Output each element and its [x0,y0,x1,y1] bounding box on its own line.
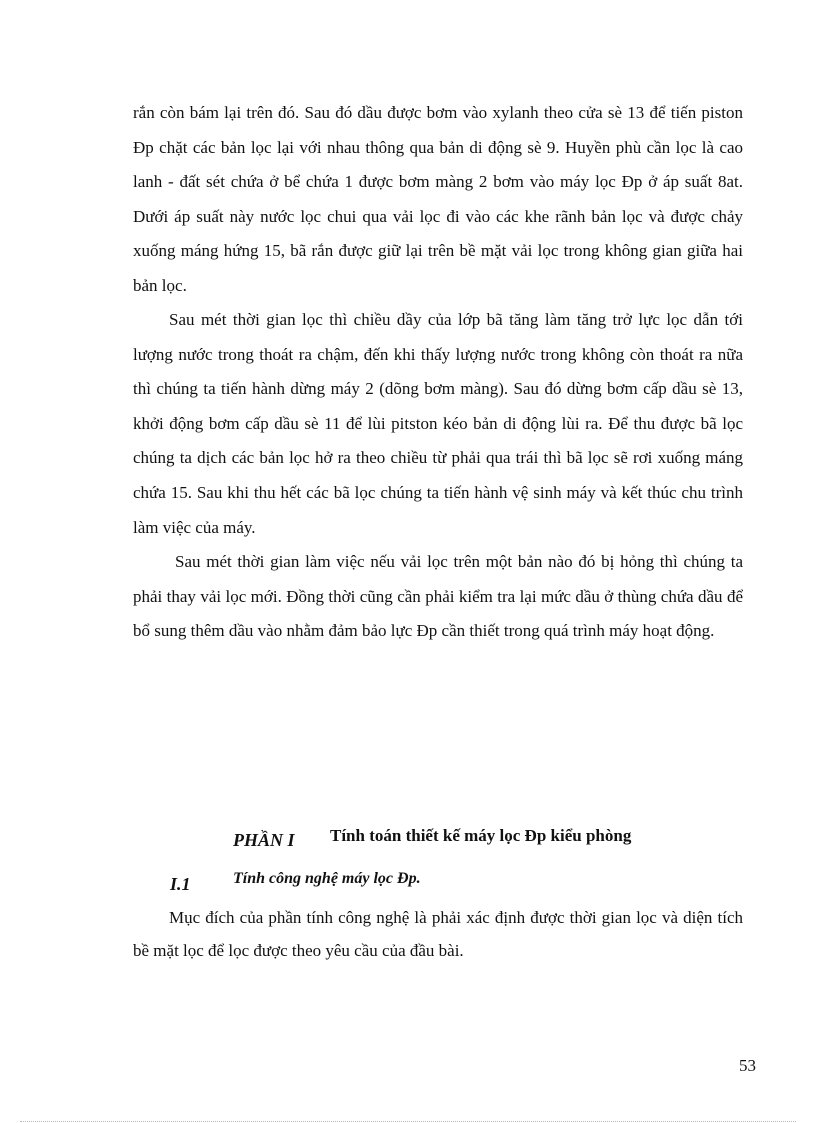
page-number: 53 [739,1056,756,1075]
body-paragraph-3: Sau mét thời gian làm việc nếu vải lọc trên một bản nào đó bị hỏng thì chúng ta phải thay vải lọc mới. Đồng thời cũng cần phải kiểm tra lại mức dầu ở thùng chứa dầu để bổ sung thêm dầu vào nhằm đảm bảo lực Đp cần thiết trong quá trình máy hoạt động. [133,552,743,641]
subsection-number: I.1 [170,874,191,894]
page-bottom-divider [20,1121,796,1122]
subsection-title: Tính công nghệ máy lọc Đp. [233,870,421,887]
part-title: Tính toán thiết kế máy lọc Đp kiểu phòng [330,826,632,845]
body-paragraph-2: Sau mét thời gian lọc thì chiều dầy của lớp bã tăng làm tăng trở lực lọc dẫn tới lượng nước trong thoát ra chậm, đến khi thấy lượng nước trong không còn thoát ra nữa thì chúng ta tiến hành dừng máy 2 (dõng bơm màng). Sau đó dừng bơm cấp dầu sè 13, khởi động bơm cấp dầu sè 11 để lùi pitston kéo bản di động lùi ra. Để thu được bã lọc chúng ta dịch các bản lọc hở ra theo chiều từ phải qua trái thì bã lọc sẽ rơi xuống máng chứa 15. Sau khi thu hết các bã lọc chúng ta tiến hành vệ sinh máy và kết thúc chu trình làm việc của máy. [133,310,743,537]
body-paragraph-4: Mục đích của phần tính công nghệ là phải xác định được thời gian lọc và diện tích bề mặt lọc để lọc được theo yêu cầu của đầu bài. [133,908,743,960]
part-label: PHẦN I [233,830,295,850]
body-paragraph-1: rắn còn bám lại trên đó. Sau đó dầu được bơm vào xylanh theo cửa sè 13 để tiến piston Đp chặt các bản lọc lại với nhau thông qua bản di động sè 9. Huyền phù cần lọc là cao lanh - đất sét chứa ở bể chứa 1 được bơm màng 2 bơm vào máy lọc Đp ở áp suất 8at. Dưới áp suất này nước lọc chui qua vải lọc đi vào các khe rãnh bản lọc và được chảy xuống máng hứng 15, bã rắn được giữ lại trên bề mặt vải lọc trong không gian giữa hai bản lọc. [133,103,743,295]
